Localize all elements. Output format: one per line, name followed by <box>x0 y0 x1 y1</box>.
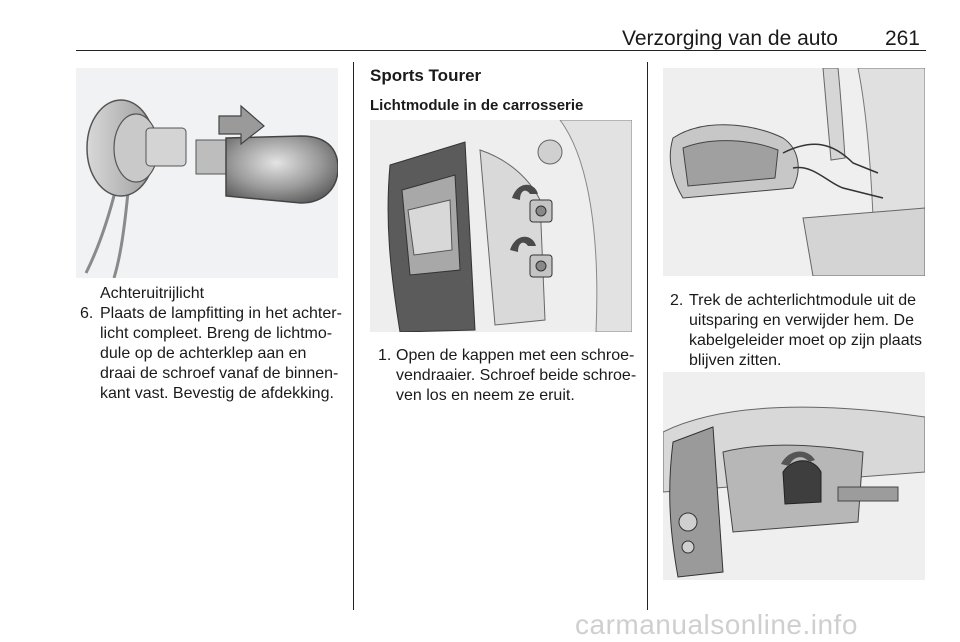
watermark: carmanualsonline.info <box>575 609 858 640</box>
light-module-removal-illustration <box>663 68 925 276</box>
body-light-module-drawing <box>370 120 632 332</box>
step-line: blijven zitten. <box>689 352 782 369</box>
page-number: 261 <box>884 27 920 50</box>
header-rule <box>76 50 926 51</box>
step-number: 1. <box>378 347 392 364</box>
column-divider <box>647 62 648 610</box>
step-line: kant vast. Bevestig de afdekking. <box>100 385 334 402</box>
step-number: 2. <box>670 292 684 309</box>
step-line: kabelgeleider moet op zijn plaats <box>689 332 923 349</box>
page-header-title: Verzorging van de auto <box>622 27 838 50</box>
lamp-socket-drawing <box>663 372 925 580</box>
step-line: ven los en neem ze eruit. <box>396 387 575 404</box>
bulb-holder-drawing <box>76 68 338 278</box>
step-line: draai de schroef vanaf de binnen- <box>100 365 339 382</box>
step-line: licht compleet. Breng de lichtmo- <box>100 325 333 342</box>
column-divider <box>353 62 354 610</box>
step-text <box>396 346 636 406</box>
section-heading: Sports Tourer <box>370 66 482 85</box>
step-line: dule op de achterklep aan en <box>100 345 307 362</box>
lamp-socket-illustration <box>663 372 925 580</box>
step-text <box>100 304 342 404</box>
step-line: uitsparing en verwijder hem. De <box>689 312 914 329</box>
body-light-module-illustration <box>370 120 632 332</box>
section-subheading: Lichtmodule in de carrosserie <box>370 97 584 114</box>
step-number: 6. <box>80 305 94 322</box>
step-line: vendraaier. Schroef beide schroe- <box>396 367 637 384</box>
figure-caption: Achteruitrijlicht <box>100 285 205 302</box>
step-text <box>689 291 922 371</box>
step-line: Plaats de lampfitting in het achter- <box>100 305 342 322</box>
light-module-removal-drawing <box>663 68 925 276</box>
step-line: Trek de achterlichtmodule uit de <box>689 292 917 309</box>
step-line: Open de kappen met een schroe- <box>396 347 635 364</box>
bulb-holder-illustration <box>76 68 338 278</box>
